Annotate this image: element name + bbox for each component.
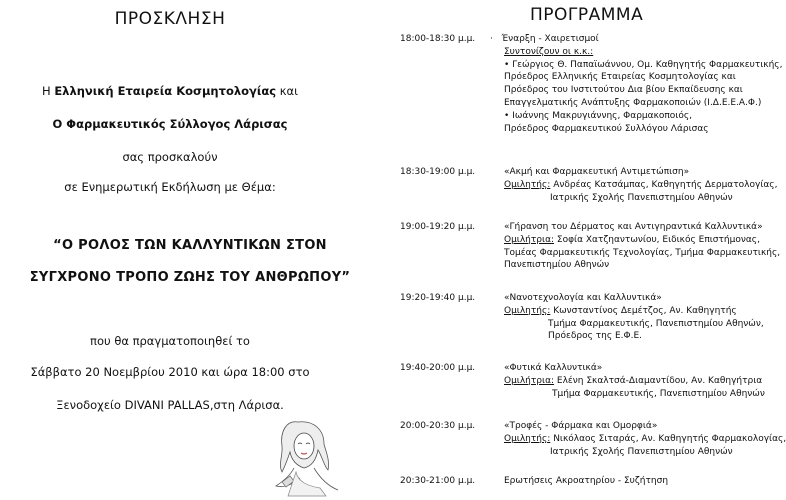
session-time: 19:40-20:00 μ.μ. bbox=[400, 363, 476, 373]
date-line: Σάββατο 20 Νοεμβρίου 2010 και ώρα 18:00 στο bbox=[30, 365, 310, 379]
theme-line-2: ΣΥΓΧΡΟΝΟ ΤΡΟΠΟ ΖΩΗΣ ΤΟΥ ΑΝΘΡΩΠΟΥ” bbox=[29, 270, 351, 285]
session-body bbox=[504, 475, 668, 488]
session-title: «Τροφές - Φάρμακα και Ομορφιά» bbox=[504, 421, 658, 431]
bullet-dot: · bbox=[490, 34, 493, 44]
session-title: Ερωτήσεις Ακροατηρίου - Συζήτηση bbox=[504, 476, 669, 486]
speaker-line: Πρόεδρος του Ινστιτούτου Δια βίου Εκπαίδευσης και bbox=[504, 85, 743, 96]
invitation-title: ΠΡΟΣΚΛΗΣΗ bbox=[114, 9, 226, 29]
session-body bbox=[504, 166, 777, 204]
session-title: «Νανοτεχνολογία και Καλλυντικά» bbox=[504, 293, 662, 303]
session-body bbox=[504, 420, 786, 458]
speaker-label: Ομιλήτρια: bbox=[504, 234, 555, 245]
speaker-line: Πρόεδρος Ελληνικής Εταιρείας Κοσμητολογίας και bbox=[504, 72, 736, 83]
speaker-line: • Γεώργιος Θ. Παπαϊωάννου, Ομ. Καθηγητής Φαρμακευτικής, bbox=[504, 59, 783, 70]
speaker-line: Πρόεδρος Φαρμακευτικού Συλλόγου Λάρισας bbox=[504, 123, 709, 134]
speaker-line: Τομέας Φαρμακευτικής Τεχνολογίας, Τμήμα Φαρμακευτικής, bbox=[504, 247, 781, 258]
session-time: 19:00-19:20 μ.μ. bbox=[400, 222, 476, 232]
speaker-line: Νικόλαος Σιταράς, Αν. Καθηγητής Φαρμακολογίας, bbox=[550, 433, 786, 444]
session-title: «Γήρανση του Δέρματος και Αντιγηραντικά Καλλυντικά» bbox=[504, 222, 763, 232]
organizer-prefix: Η bbox=[42, 84, 55, 98]
session-time: 18:30-19:00 μ.μ. bbox=[400, 167, 476, 177]
speaker-line: Πρόεδρος της Ε.Φ.Ε. bbox=[548, 331, 643, 342]
speaker-line: Κωνσταντίνος Δεμέτζος, Αν. Καθηγητής bbox=[550, 305, 737, 316]
session-body bbox=[490, 33, 782, 135]
speaker-line: Σοφία Χατζηαντωνίου, Ειδικός Επιστήμονας, bbox=[554, 234, 760, 245]
session-time: 19:20-19:40 μ.μ. bbox=[400, 293, 476, 303]
speaker-label: Ομιλήτρια: bbox=[504, 375, 555, 386]
speaker-line: • Ιωάννης Μακρυγιάννης, Φαρμακοποιός, bbox=[504, 110, 693, 121]
session-time: 20:30-21:00 μ.μ. bbox=[400, 476, 476, 486]
session-time: 20:00-20:30 μ.μ. bbox=[400, 421, 476, 431]
invite-line: σας προσκαλούν bbox=[122, 150, 218, 164]
theme-line-1: “Ο ΡΟΛΟΣ ΤΩΝ ΚΑΛΛΥΝΤΙΚΩΝ ΣΤΟΝ bbox=[53, 238, 327, 253]
speaker-line: Ελένη Σκαλτσά-Διαμαντίδου, Αν. Καθηγήτρια bbox=[554, 375, 763, 386]
speaker-line: Τμήμα Φαρμακευτικής, Πανεπιστημίου Αθηνών bbox=[552, 388, 765, 399]
session-title: «Φυτικά Καλλυντικά» bbox=[504, 363, 603, 373]
program-title: ΠΡΟΓΡΑΜΜΑ bbox=[530, 5, 644, 25]
invitation-panel bbox=[0, 0, 380, 500]
speaker-line: Πανεπιστημίου Αθηνών bbox=[504, 260, 610, 271]
speaker-line: Ιατρικής Σχολής Πανεπιστημίου Αθηνών bbox=[550, 446, 733, 457]
event-intro-line: σε Ενημερωτική Εκδήλωση με Θέμα: bbox=[64, 180, 276, 194]
organizer-line-1 bbox=[0, 84, 340, 98]
speaker-line: Ιατρικής Σχολής Πανεπιστημίου Αθηνών bbox=[550, 192, 733, 203]
venue-line: Ξενοδοχείο DIVANI PALLAS,στη Λάρισα. bbox=[56, 398, 284, 412]
speaker-label: Ομιλητής: bbox=[504, 433, 551, 444]
coordinators-label: Συντονίζουν οι κ.κ.: bbox=[504, 46, 594, 57]
speaker-line: Τμήμα Φαρμακευτικής, Πανεπιστημίου Αθηνών, bbox=[548, 318, 764, 329]
session-body bbox=[504, 221, 780, 272]
speaker-line: Ανδρέας Κατσάμπας, Καθηγητής Δερματολογίας, bbox=[550, 179, 778, 190]
organizer-society: Ελληνική Εταιρεία Κοσμητολογίας bbox=[54, 84, 277, 98]
session-body bbox=[504, 362, 765, 400]
organizer-line-2: Ο Φαρμακευτικός Σύλλογος Λάρισας bbox=[52, 117, 288, 131]
session-title: Έναρξη - Χαιρετισμοί bbox=[501, 34, 599, 44]
speaker-line: Επαγγελματικής Ανάπτυξης Φαρμακοποιών (Ι.Δ.Ε.Ε.Α.Φ.) bbox=[504, 97, 762, 108]
session-body bbox=[504, 292, 764, 343]
session-title: «Ακμή και Φαρμακευτική Αντιμετώπιση» bbox=[504, 167, 690, 177]
program-panel bbox=[380, 0, 786, 500]
organizer-suffix: και bbox=[276, 84, 298, 98]
speaker-label: Ομιλητής: bbox=[504, 179, 551, 190]
speaker-label: Ομιλητής: bbox=[504, 305, 551, 316]
woman-illustration bbox=[268, 416, 344, 496]
session-time: 18:00-18:30 μ.μ. bbox=[400, 34, 476, 44]
date-intro-line: που θα πραγματοποιηθεί το bbox=[90, 334, 250, 348]
